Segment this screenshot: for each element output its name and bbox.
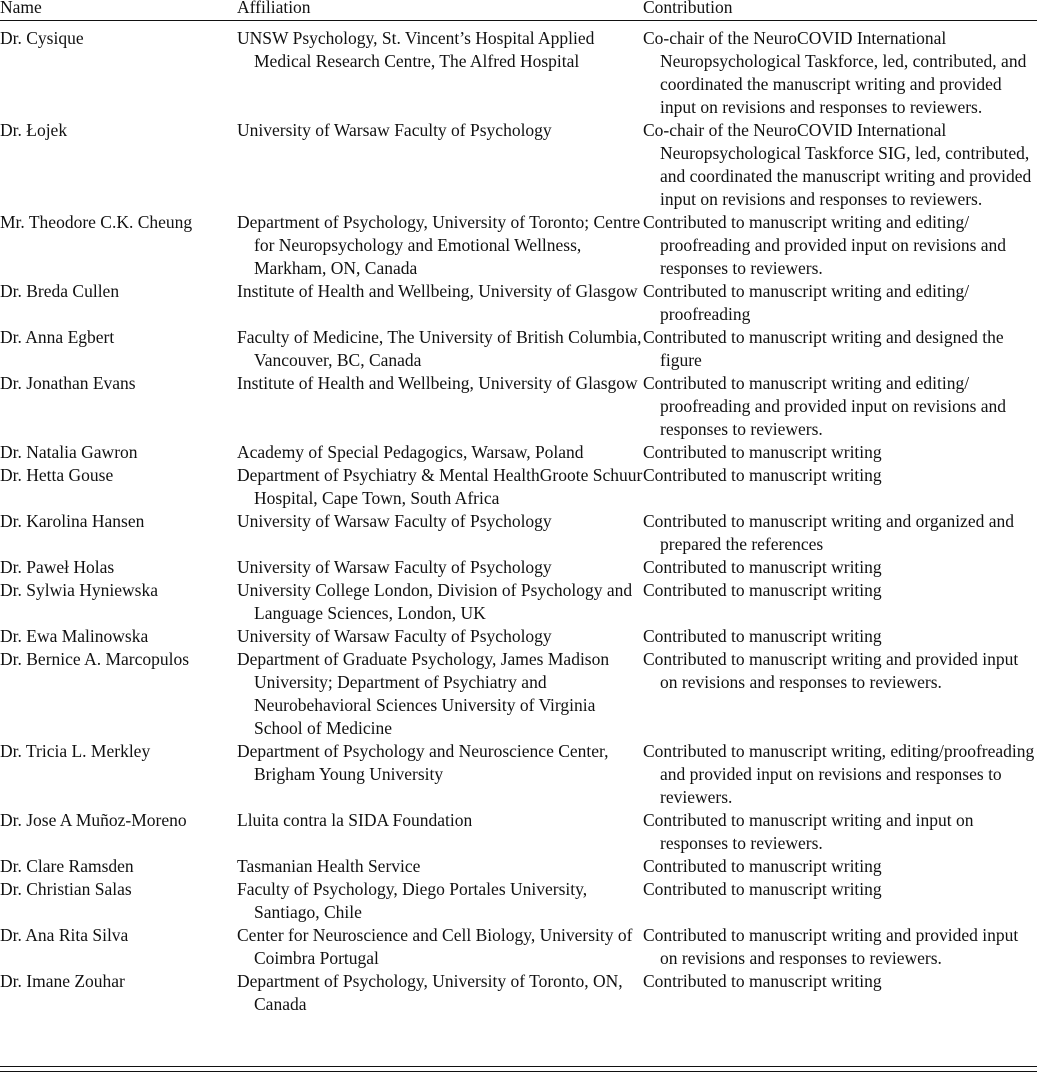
cell-name: Dr. Christian Salas xyxy=(0,879,132,899)
cell-contribution: Co-chair of the NeuroCOVID International Neuropsychological Taskforce, led, contributed, and coordinated the manuscript writing and provided input on revisions and responses to reviewers. xyxy=(643,28,1027,117)
cell-contribution: Contributed to manuscript writing, editing/proofreading and provided input on revisions and responses to reviewers. xyxy=(643,741,1035,807)
cell-name: Dr. Clare Ramsden xyxy=(0,856,134,876)
cell-affiliation: Center for Neuroscience and Cell Biology, University of Coimbra Portugal xyxy=(237,925,633,968)
cell-affiliation: Lluita contra la SIDA Foundation xyxy=(237,810,473,830)
header-contribution: Contribution xyxy=(643,0,733,17)
cell-affiliation: Academy of Special Pedagogics, Warsaw, Poland xyxy=(237,442,584,462)
header-rule xyxy=(0,20,1037,21)
cell-name: Dr. Łojek xyxy=(0,120,68,140)
cell-affiliation: Faculty of Psychology, Diego Portales University, Santiago, Chile xyxy=(237,879,588,922)
table-row xyxy=(0,510,1037,556)
cell-affiliation: Department of Psychology, University of Toronto, ON, Canada xyxy=(237,971,623,1014)
table-row xyxy=(0,464,1037,510)
table-row xyxy=(0,924,1037,970)
table-row xyxy=(0,280,1037,326)
table-row xyxy=(0,211,1037,280)
table-row xyxy=(0,855,1037,878)
cell-contribution: Contributed to manuscript writing xyxy=(643,626,882,646)
cell-affiliation: Tasmanian Health Service xyxy=(237,856,421,876)
cell-contribution: Contributed to manuscript writing and provided input on revisions and responses to reviewers. xyxy=(643,649,1019,692)
cell-contribution: Contributed to manuscript writing xyxy=(643,442,882,462)
cell-contribution: Contributed to manuscript writing xyxy=(643,971,882,991)
cell-affiliation: University of Warsaw Faculty of Psychology xyxy=(237,511,552,531)
cell-affiliation: University of Warsaw Faculty of Psychology xyxy=(237,626,552,646)
cell-affiliation: Institute of Health and Wellbeing, University of Glasgow xyxy=(237,373,638,393)
cell-contribution: Contributed to manuscript writing and designed the figure xyxy=(643,327,1004,370)
cell-contribution: Contributed to manuscript writing and input on responses to reviewers. xyxy=(643,810,974,853)
bottom-rule-lower xyxy=(0,1071,1037,1072)
cell-name: Dr. Sylwia Hyniewska xyxy=(0,580,158,600)
cell-contribution: Contributed to manuscript writing and organized and prepared the references xyxy=(643,511,1014,554)
table-row xyxy=(0,648,1037,740)
table-row xyxy=(0,740,1037,809)
cell-affiliation: University of Warsaw Faculty of Psychology xyxy=(237,120,552,140)
cell-name: Dr. Paweł Holas xyxy=(0,557,115,577)
cell-contribution: Contributed to manuscript writing xyxy=(643,465,882,485)
cell-affiliation: Department of Graduate Psychology, James Madison University; Department of Psychiatry and Neurobehavioral Sciences University of Virginia School of Medicine xyxy=(237,649,610,738)
table-row xyxy=(0,625,1037,648)
table-row xyxy=(0,326,1037,372)
cell-contribution: Contributed to manuscript writing xyxy=(643,856,882,876)
cell-name: Dr. Ewa Malinowska xyxy=(0,626,149,646)
table-row xyxy=(0,27,1037,119)
table-row xyxy=(0,579,1037,625)
cell-name: Dr. Natalia Gawron xyxy=(0,442,138,462)
cell-name: Dr. Karolina Hansen xyxy=(0,511,145,531)
cell-contribution: Co-chair of the NeuroCOVID International Neuropsychological Taskforce SIG, led, contributed, and coordinated the manuscript writing and provided input on revisions and responses to reviewers. xyxy=(643,120,1032,209)
cell-name: Dr. Anna Egbert xyxy=(0,327,115,347)
table-row xyxy=(0,809,1037,855)
cell-contribution: Contributed to manuscript writing and editing/ proofreading and provided input on revisions and responses to reviewers. xyxy=(643,373,1007,439)
cell-name: Dr. Bernice A. Marcopulos xyxy=(0,649,190,669)
table-row xyxy=(0,970,1037,1016)
table-header-row xyxy=(0,0,1037,19)
cell-affiliation: Department of Psychology, University of Toronto; Centre for Neuropsychology and Emotional Wellness, Markham, ON, Canada xyxy=(237,212,641,278)
table-body xyxy=(0,27,1037,1016)
table-row xyxy=(0,441,1037,464)
cell-affiliation: UNSW Psychology, St. Vincent’s Hospital Applied Medical Research Centre, The Alfred Hospital xyxy=(237,28,595,71)
cell-contribution: Contributed to manuscript writing xyxy=(643,557,882,577)
cell-name: Dr. Imane Zouhar xyxy=(0,971,125,991)
cell-affiliation: Department of Psychology and Neuroscience Center, Brigham Young University xyxy=(237,741,609,784)
cell-name: Dr. Ana Rita Silva xyxy=(0,925,129,945)
cell-name: Dr. Cysique xyxy=(0,28,84,48)
header-name: Name xyxy=(0,0,42,17)
cell-affiliation: University of Warsaw Faculty of Psychology xyxy=(237,557,552,577)
cell-name: Dr. Jonathan Evans xyxy=(0,373,136,393)
table-row xyxy=(0,119,1037,211)
cell-name: Mr. Theodore C.K. Cheung xyxy=(0,212,193,232)
table-row xyxy=(0,372,1037,441)
cell-affiliation: University College London, Division of Psychology and Language Sciences, London, UK xyxy=(237,580,633,623)
cell-name: Dr. Hetta Gouse xyxy=(0,465,114,485)
cell-contribution: Contributed to manuscript writing xyxy=(643,580,882,600)
cell-affiliation: Faculty of Medicine, The University of British Columbia, Vancouver, BC, Canada xyxy=(237,327,642,370)
cell-name: Dr. Breda Cullen xyxy=(0,281,120,301)
cell-contribution: Contributed to manuscript writing and provided input on revisions and responses to reviewers. xyxy=(643,925,1019,968)
cell-contribution: Contributed to manuscript writing and editing/ proofreading xyxy=(643,281,970,324)
cell-name: Dr. Jose A Muñoz-Moreno xyxy=(0,810,187,830)
bottom-rule-upper xyxy=(0,1066,1037,1067)
table-row xyxy=(0,556,1037,579)
cell-affiliation: Institute of Health and Wellbeing, University of Glasgow xyxy=(237,281,638,301)
cell-contribution: Contributed to manuscript writing and editing/ proofreading and provided input on revisions and responses to reviewers. xyxy=(643,212,1007,278)
cell-affiliation: Department of Psychiatry & Mental HealthGroote Schuur Hospital, Cape Town, South Africa xyxy=(237,465,643,508)
table-row xyxy=(0,878,1037,924)
header-affiliation: Affiliation xyxy=(237,0,311,17)
cell-contribution: Contributed to manuscript writing xyxy=(643,879,882,899)
cell-name: Dr. Tricia L. Merkley xyxy=(0,741,151,761)
